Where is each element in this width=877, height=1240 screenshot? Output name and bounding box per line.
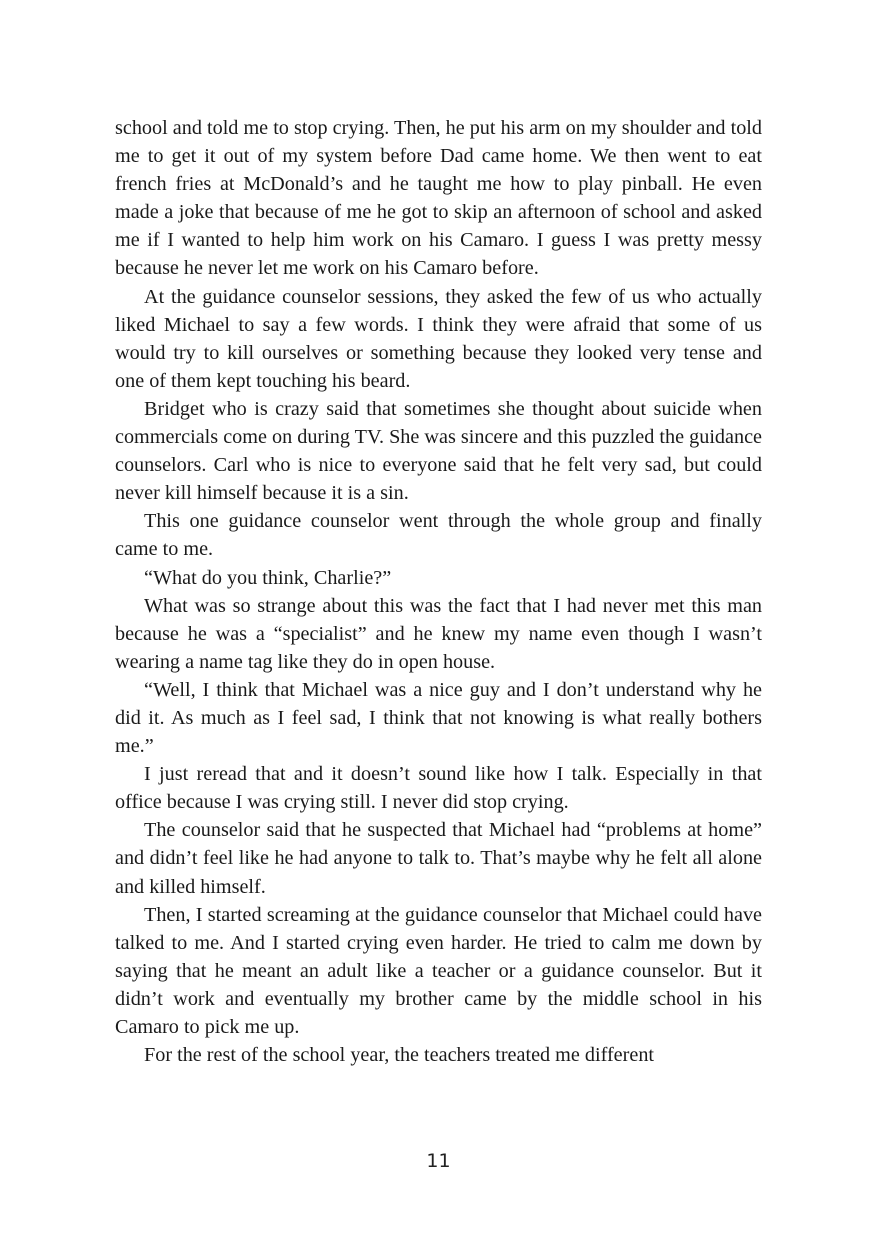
paragraph-screaming: Then, I started screaming at the guidance counselor that Michael could have talked to me. And I started crying even harder. He tried to calm me down by saying that he meant an adult like a teacher or a guidance counselor. But it didn’t work and eventually my brother came by the middle school in his Camaro to pick me up. bbox=[115, 903, 762, 1038]
body-text bbox=[115, 114, 762, 1069]
paragraph-reread: I just reread that and it doesn’t sound like how I talk. Especially in that office because I was crying still. I never did stop crying. bbox=[115, 763, 762, 814]
paragraph-charlie-answer: “Well, I think that Michael was a nice guy and I don’t understand why he did it. As much as I feel sad, I think that not knowing is what really bothers me.” bbox=[115, 678, 762, 758]
paragraph-bridget-carl: Bridget who is crazy said that sometimes she thought about suicide when commercials come on during TV. She was sincere and this puzzled the guidance counselors. Carl who is nice to everyone said that he felt very sad, but could never kill himself because it is a sin. bbox=[115, 397, 762, 505]
paragraph-guidance-sessions: At the guidance counselor sessions, they asked the few of us who actually liked Michael to say a few words. I think they were afraid that some of us would try to kill ourselves or something because they looked very tense and one of them kept touching his beard. bbox=[115, 285, 762, 392]
paragraph-question: “What do you think, Charlie?” bbox=[144, 566, 392, 589]
paragraph-counselor-group: This one guidance counselor went through the whole group and finally came to me. bbox=[115, 510, 762, 561]
paragraph-specialist: What was so strange about this was the fact that I had never met this man because he was a “specialist” and he knew my name even though I wasn’t wearing a name tag like they do in open house. bbox=[115, 594, 762, 673]
page-number: 11 bbox=[426, 1150, 451, 1172]
paragraph-continued: school and told me to stop crying. Then, he put his arm on my shoulder and told me to get it out of my system before Dad came home. We then went to eat french fries at McDonald’s and he taught me how to play pinball. He even made a joke that because of me he got to skip an afternoon of school and asked me if I wanted to help him work on his Camaro. I guess I was pretty messy because he never let me work on his Camaro before. bbox=[115, 117, 762, 280]
paragraph-problems-at-home: The counselor said that he suspected that Michael had “problems at home” and didn’t feel like he had anyone to talk to. That’s maybe why he felt all alone and killed himself. bbox=[115, 819, 762, 898]
paragraph-rest-of-year: For the rest of the school year, the teachers treated me different bbox=[144, 1044, 655, 1067]
